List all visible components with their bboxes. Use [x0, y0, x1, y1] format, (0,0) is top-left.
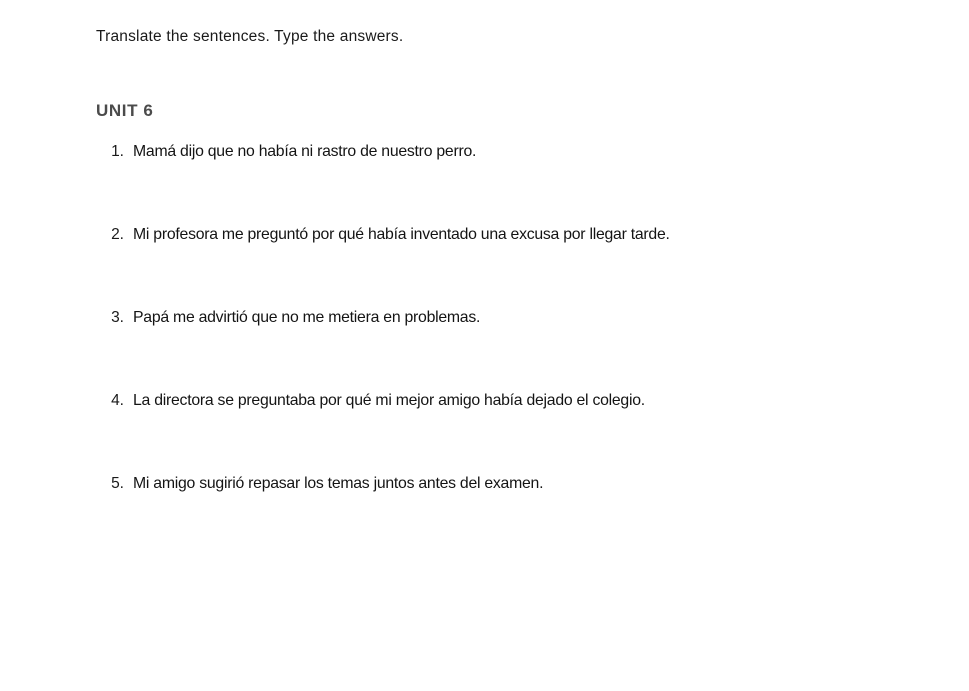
list-item	[96, 143, 916, 226]
exercise-list	[96, 143, 916, 558]
item-number: 5.	[111, 475, 124, 492]
item-sentence: Mi profesora me preguntó por qué había inventado una excusa por llegar tarde.	[133, 226, 670, 243]
list-item	[96, 226, 916, 309]
unit-heading: UNIT 6	[96, 101, 154, 120]
item-number: 1.	[111, 143, 124, 160]
item-sentence: La directora se preguntaba por qué mi mejor amigo había dejado el colegio.	[133, 392, 645, 409]
item-sentence: Mi amigo sugirió repasar los temas juntos antes del examen.	[133, 475, 544, 492]
item-number: 3.	[111, 309, 124, 326]
item-number: 4.	[111, 392, 124, 409]
item-number: 2.	[111, 226, 124, 243]
item-sentence: Papá me advirtió que no me metiera en problemas.	[133, 309, 481, 326]
instruction-text: Translate the sentences. Type the answers.	[96, 28, 404, 45]
item-sentence: Mamá dijo que no había ni rastro de nuestro perro.	[133, 143, 477, 160]
list-item	[96, 392, 916, 475]
list-item	[96, 309, 916, 392]
list-item	[96, 475, 916, 558]
